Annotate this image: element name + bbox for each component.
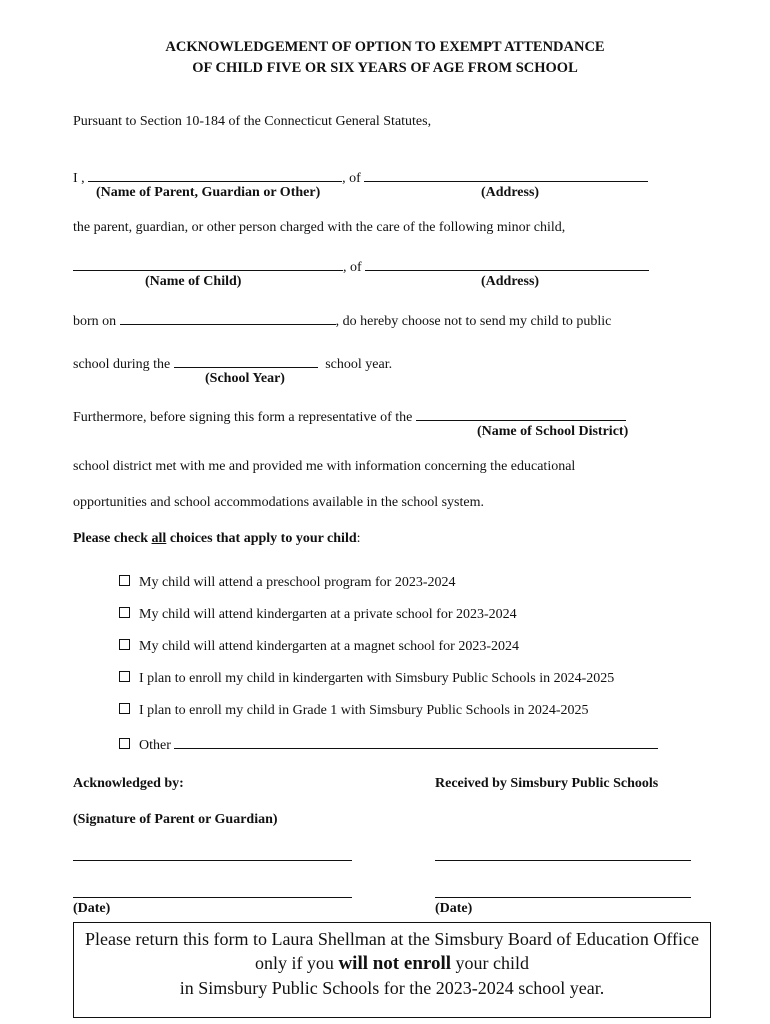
opportunities-text: opportunities and school accommodations available in the school system. xyxy=(73,495,484,510)
checkbox-private-school[interactable] xyxy=(119,607,130,618)
school-year-line xyxy=(73,353,392,373)
parent-name-field[interactable] xyxy=(88,167,342,182)
label-school-year: (School Year) xyxy=(205,371,285,386)
born-on-label: born on xyxy=(73,314,117,329)
school-date-line[interactable] xyxy=(435,897,691,898)
date-label-right: (Date) xyxy=(435,901,473,916)
pursuant-text: Pursuant to Section 10-184 of the Connecticut General Statutes, xyxy=(73,114,432,129)
parent-signature-line[interactable] xyxy=(73,860,352,861)
choice-magnet-school xyxy=(119,639,519,655)
return-notice-box xyxy=(73,922,711,1018)
i-prefix: I , xyxy=(73,171,85,186)
furthermore-line xyxy=(73,406,626,426)
parent-address-field[interactable] xyxy=(364,167,648,182)
school-district-field[interactable] xyxy=(416,406,626,421)
received-by-label: Received by Simsbury Public Schools xyxy=(435,776,659,791)
label-parent-address: (Address) xyxy=(481,185,540,200)
notice-line-2-suffix: your child xyxy=(451,953,530,973)
check-colon: : xyxy=(356,531,361,546)
checkbox-kindergarten-simsbury[interactable] xyxy=(119,671,130,682)
check-suffix: choices that apply to your child xyxy=(166,531,357,546)
school-signature-line[interactable] xyxy=(435,860,691,861)
choice-other xyxy=(119,734,658,754)
checkbox-magnet-school[interactable] xyxy=(119,639,130,650)
signature-label: (Signature of Parent or Guardian) xyxy=(73,812,278,827)
choice-private-school xyxy=(119,607,517,623)
notice-will-not-enroll: will not enroll xyxy=(338,953,452,974)
child-line xyxy=(73,256,649,276)
date-label-left: (Date) xyxy=(73,901,111,916)
notice-line-1: Please return this form to Laura Shellman at the Simsbury Board of Education Office xyxy=(84,929,699,949)
born-on-line xyxy=(73,310,611,330)
parent-line xyxy=(73,167,648,187)
school-year-field[interactable] xyxy=(174,353,318,368)
choice-kindergarten-simsbury xyxy=(119,671,614,687)
of-text-1: , of xyxy=(342,171,361,186)
notice-line-3: in Simsbury Public Schools for the 2023-2024 school year. xyxy=(179,978,605,998)
checkbox-other[interactable] xyxy=(119,738,130,749)
school-during-label: school during the xyxy=(73,357,171,372)
title-line-2: OF CHILD FIVE OR SIX YEARS OF AGE FROM SCHOOL xyxy=(192,60,578,76)
child-address-field[interactable] xyxy=(365,256,649,271)
choice-grade1-simsbury xyxy=(119,703,589,719)
choice-label: I plan to enroll my child in Grade 1 with Simsbury Public Schools in 2024-2025 xyxy=(139,703,589,718)
choice-label: My child will attend kindergarten at a private school for 2023-2024 xyxy=(139,607,517,622)
label-child-name: (Name of Child) xyxy=(145,274,242,289)
born-suffix: , do hereby choose not to send my child to public xyxy=(335,314,612,329)
checkbox-preschool[interactable] xyxy=(119,575,130,586)
choice-label: Other xyxy=(139,738,171,753)
title-line-1: ACKNOWLEDGEMENT OF OPTION TO EXEMPT ATTENDANCE xyxy=(165,39,605,55)
choice-preschool xyxy=(119,575,455,591)
checkbox-grade1-simsbury[interactable] xyxy=(119,703,130,714)
other-text-field[interactable] xyxy=(174,734,658,749)
check-instruction xyxy=(73,531,361,547)
of-text-2: , of xyxy=(343,260,362,275)
check-all: all xyxy=(151,531,167,546)
notice-line-2-prefix: only if you xyxy=(254,953,339,973)
school-year-suffix: school year. xyxy=(325,357,393,372)
label-parent-name: (Name of Parent, Guardian or Other) xyxy=(96,185,321,200)
label-school-district: (Name of School District) xyxy=(477,424,629,439)
acknowledged-by-label: Acknowledged by: xyxy=(73,776,184,791)
furthermore-text: Furthermore, before signing this form a representative of the xyxy=(73,410,413,425)
choice-label: My child will attend a preschool program for 2023-2024 xyxy=(139,575,456,590)
district-text: school district met with me and provided me with information concerning the educational xyxy=(73,459,576,474)
choice-label: My child will attend kindergarten at a magnet school for 2023-2024 xyxy=(139,639,519,654)
child-name-field[interactable] xyxy=(73,256,343,271)
notice-line-2 xyxy=(74,951,710,976)
choice-label: I plan to enroll my child in kindergarten with Simsbury Public Schools in 2024-2025 xyxy=(139,671,615,686)
check-prefix: Please check xyxy=(73,531,152,546)
birth-date-field[interactable] xyxy=(120,310,336,325)
guardian-text: the parent, guardian, or other person charged with the care of the following minor child, xyxy=(73,220,566,235)
label-child-address: (Address) xyxy=(481,274,540,289)
parent-date-line[interactable] xyxy=(73,897,352,898)
